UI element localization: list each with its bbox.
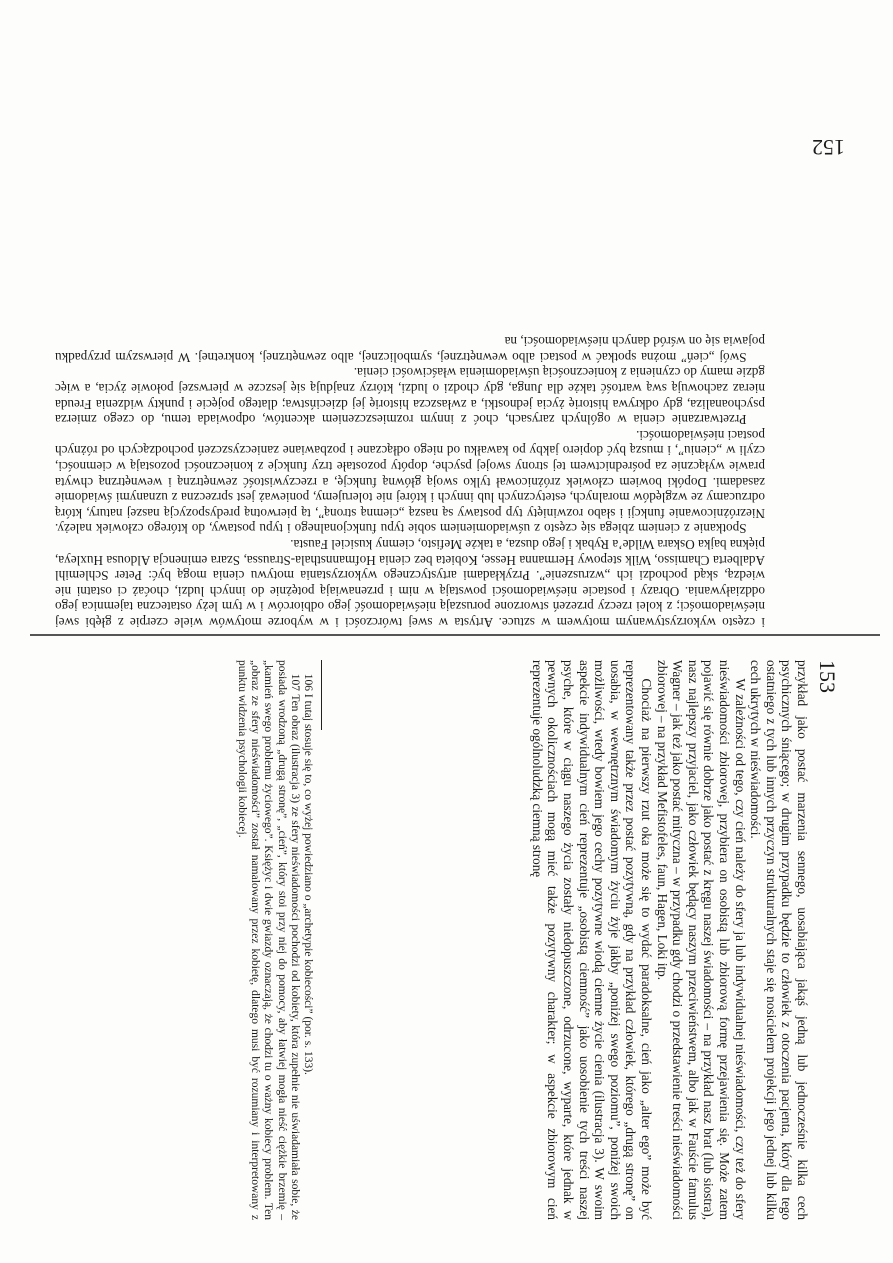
paragraph: przykład jako postać marzenia sennego, uosabiająca jakąś jedną lub jednocześnie kilka cech psychicznych śniącego; w drugim przypadku będzie to człowiek z otoczenia pacjenta, który dla tego ostatniego z tych lub innych przyczyn strukturalnych staje się nosicielem projekcji jego jednej lub kilku cech ukrytych w nieświadomości. xyxy=(748,660,810,1220)
page-number-152: 152 xyxy=(812,135,845,160)
paragraph: Swój „cień” można spotkać w postaci albo wewnętrznej, symbolicznej, albo zewnętrznej, konkretnej. W pierwszym przypadku pojawia się on wśród danych nieświadomości, na xyxy=(55,334,765,365)
page-153 xyxy=(110,660,840,1220)
footnote-rule xyxy=(321,660,322,730)
paragraph: Chociaż na pierwszy rzut oka może się to wydać paradoksalne, cień jako „alter ego” może być reprezentowany także przez postać pozytywną, gdy na przykład człowiek, którego „drugą stronę” on uosabia, w wewnętrznym świadomym życiu żyje jakby „poniżej swego poziomu”, poniżej swoich możliwości, wtedy bowiem jego cechy pozytywne wiodą ciemne życie cienia (ilustracja 3). W swoim aspekcie indywidualnym cień reprezentuje „osobistą ciemność” jako uosobienie tych treści naszej psyche, które w ciągu naszego życia zostały niedopuszczone, odrzucone, wyparte, które jednak w pewnych okolicznościach mogą mieć także pozytywny charakter; w aspekcie zbiorowym cień reprezentuje ogólnoludzką ciemną stronę xyxy=(529,660,655,1220)
footnote: 107 Ten obraz (ilustracja 3) ze sfery nieświadomości pochodzi od kobiety, która zupełnie nie uświadamiała sobie, że posiada wrodzoną „drugą stronę”, „cień”, który stoi przy niej do pomocy, aby łatwiej mogła nieść ciężkie brzemię – „kamień swego problemu życiowego”. Księżyc i dwie gwiazdy oznaczają, że chodzi tu o ważny kobiecy problem. Ten „obraz ze sfery nieświadomości” został namalowany przez kobietę, dlatego musi być rozumiany i interpretowany z punktu widzenia psychologii kobiecej. xyxy=(235,660,301,1220)
footnote: 106 I tutaj stosuje się to, co wyżej powiedziano o „archetypie kobiecości” (por. s. 133). xyxy=(302,673,314,1075)
paragraph: Spotkanie z cieniem zbiega się często z uświadomieniem sobie typu funkcjonalnego i typu postawy, do którego człowiek należy. Niezróżnicowanie funkcji i słabo rozwinięty typ postawy są naszą „ciemną stroną”, tą pierwotną predyspozycją naszej natury, którą odrzucamy ze względów moralnych, estetycznych lub innych i której nie tolerujemy, ponieważ jest sprzeczna z uznanymi świadomie zasadami. Dopóki bowiem człowiek zróżnicował tylko swoją główną funkcję, a rzeczywistość zewnętrzną i wewnętrzną chwyta prawie wyłącznie za pośrednictwem tej strony swojej psyche, dopóty pozostałe trzy funkcje z konieczności pozostają w ciemności, czyli w „cieniu”, i muszą być dopiero jakby po kawałku od niego odłączane i pozbawiane zanieczyszczeń pochodzących od różnych postaci nieświadomości. xyxy=(55,427,765,537)
paragraph: i często wykorzystywanym motywem w sztuce. Artysta w swej twórczości i w wyborze motywów wiele czerpie z głębi swej nieświadomości; z kolei rzeczy przezeń stworzone poruszają nieświadomość jego odbiorców i w tym leży ostateczna tajemnica jego oddziaływania. Obrazy i postacie nieświadomości powstają w nim i przenawiają potężnie do innych ludzi, choćaż ci ostatni nie wiedzą, skąd pochodzi ich „wzruszenie”. Przykładami artystycznego wykorzystania motywu cienia mogą być: Peter Schlemihl Adalberta Chamisso, Wilk stepowy Hermanna Hesse, Kobieta bez cienia Hofmannsthala-Straussa, Szara eminencja Aldousa Huxleya, piękna bajka Oskara Wilde’a Rybak i jego dusza, a także Mefisto, ciemny kusiciel Fausta. xyxy=(55,537,765,630)
page-153-text xyxy=(330,660,810,1220)
paragraph: Przetwarzanie cienia w ogólnych zarysach, choć z innym rozmieszczeniem akcentów, odpowiada temu, do czego zmierza psychoanaliza, gdy odkrywa historię życia jednostki, a zwłaszcza historię jej dzieciństwa; dlatego pojęcie i punkty widzenia Freuda nieraz zachowują swą wartość także dla Junga, gdy chodzi o ludzi, którzy znajdują się jeszcze w pierwszej połowie życia, a więc gdzie mamy do czynienia z koniecznością uświadomienia właściwości cienia. xyxy=(55,365,765,428)
footnotes xyxy=(124,660,314,1220)
page-divider xyxy=(30,634,880,636)
paragraph: W zależności od tego, czy cień należy do sfery ja lub indywidualnej nieświadomości, czy też do sfery nieświadomości zbiorowej, przybiera on osobistą lub zbiorową formę przejawienia się. Może zatem pojawić się równie dobrze jako postać z kręgu naszej świadomości – na przykład nasz brat (lub siostra), nasz najlepszy przyjaciel, jako człowiek będący naszym przeciwieństwem, albo jak w Fauście famulus Wagner – jak też jako postać mityczna – w przypadku gdy chodzi o przedstawienie treści nieświadomości zbiorowej – na przykład Mefistofeles, faun, Hagen, Loki itp. xyxy=(654,660,748,1220)
page-number-153: 153 xyxy=(815,660,840,693)
page-152-text xyxy=(55,60,765,630)
page-152 xyxy=(55,60,845,630)
